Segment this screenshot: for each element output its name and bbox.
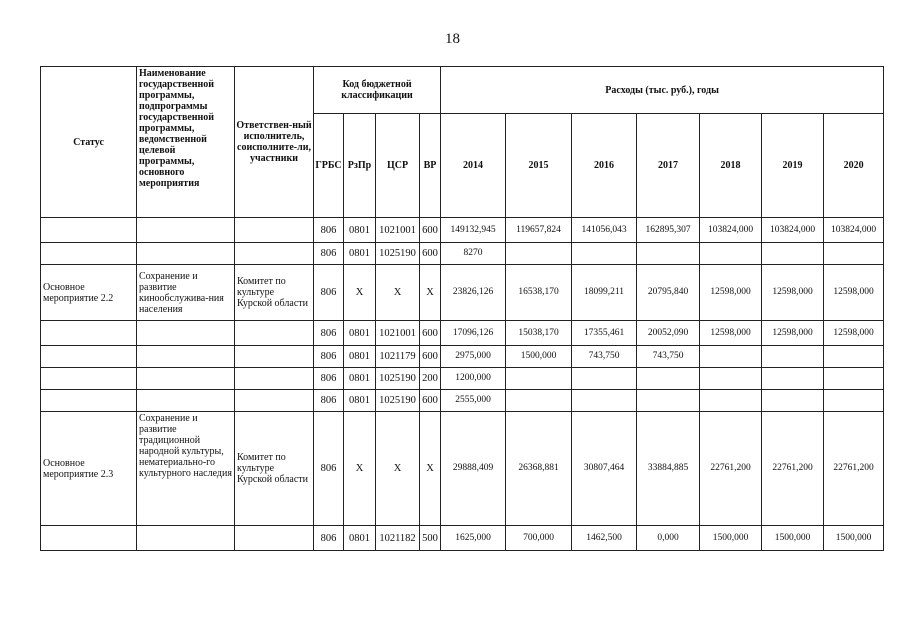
expense-value-cell: 103824,000	[824, 218, 884, 243]
grbs-cell: 806	[314, 265, 344, 321]
expense-value-cell: 141056,043	[572, 218, 637, 243]
header-vr: ВР	[420, 114, 441, 218]
vr-cell: 200	[420, 368, 441, 390]
expense-value-cell: 23826,126	[441, 265, 506, 321]
expense-value-cell: 20795,840	[637, 265, 700, 321]
expense-value-cell: 29888,409	[441, 412, 506, 526]
expense-value-cell	[506, 368, 572, 390]
status-cell: Основное мероприятие 2.3	[41, 412, 137, 526]
expense-value-cell: 12598,000	[762, 321, 824, 346]
header-grbs: ГРБС	[314, 114, 344, 218]
expense-value-cell: 8270	[441, 243, 506, 265]
header-year: 2017	[637, 114, 700, 218]
vr-cell: X	[420, 265, 441, 321]
expense-value-cell	[637, 368, 700, 390]
expense-value-cell: 15038,170	[506, 321, 572, 346]
expense-value-cell: 1500,000	[824, 526, 884, 551]
expense-value-cell: 12598,000	[824, 265, 884, 321]
status-cell	[41, 218, 137, 243]
rzpr-cell: X	[344, 412, 376, 526]
header-year: 2015	[506, 114, 572, 218]
expense-value-cell	[637, 390, 700, 412]
expense-value-cell: 2975,000	[441, 346, 506, 368]
csr-cell: 1021179	[376, 346, 420, 368]
grbs-cell: 806	[314, 526, 344, 551]
rzpr-cell: 0801	[344, 526, 376, 551]
executor-cell	[235, 243, 314, 265]
expense-value-cell: 149132,945	[441, 218, 506, 243]
expense-value-cell: 12598,000	[762, 265, 824, 321]
status-cell	[41, 346, 137, 368]
grbs-cell: 806	[314, 218, 344, 243]
executor-cell: Комитет по культуре Курской области	[235, 265, 314, 321]
grbs-cell: 806	[314, 390, 344, 412]
csr-cell: 1021001	[376, 321, 420, 346]
expense-value-cell	[506, 390, 572, 412]
expense-value-cell: 1625,000	[441, 526, 506, 551]
executor-cell	[235, 218, 314, 243]
expense-value-cell: 20052,090	[637, 321, 700, 346]
csr-cell: 1021001	[376, 218, 420, 243]
expense-value-cell	[572, 368, 637, 390]
name-cell	[137, 368, 235, 390]
expense-value-cell: 22761,200	[700, 412, 762, 526]
header-year: 2014	[441, 114, 506, 218]
expense-value-cell	[762, 390, 824, 412]
executor-cell	[235, 368, 314, 390]
header-year: 2018	[700, 114, 762, 218]
executor-cell	[235, 346, 314, 368]
expense-value-cell: 1462,500	[572, 526, 637, 551]
expense-value-cell	[637, 243, 700, 265]
table-row	[41, 390, 884, 412]
vr-cell: 500	[420, 526, 441, 551]
header-row-top	[41, 67, 884, 114]
status-cell	[41, 390, 137, 412]
name-cell	[137, 321, 235, 346]
status-cell	[41, 368, 137, 390]
expense-value-cell: 17355,461	[572, 321, 637, 346]
grbs-cell: 806	[314, 243, 344, 265]
vr-cell: 600	[420, 390, 441, 412]
expense-value-cell	[824, 390, 884, 412]
table-row	[41, 412, 884, 526]
expense-value-cell: 1500,000	[762, 526, 824, 551]
expense-value-cell: 12598,000	[700, 265, 762, 321]
table-row	[41, 243, 884, 265]
status-cell	[41, 321, 137, 346]
header-year: 2016	[572, 114, 637, 218]
csr-cell: 1025190	[376, 243, 420, 265]
expense-value-cell: 743,750	[637, 346, 700, 368]
rzpr-cell: 0801	[344, 243, 376, 265]
table-row	[41, 346, 884, 368]
vr-cell: 600	[420, 321, 441, 346]
expense-value-cell	[700, 368, 762, 390]
expense-value-cell	[824, 243, 884, 265]
name-cell	[137, 390, 235, 412]
vr-cell: 600	[420, 346, 441, 368]
expense-value-cell	[506, 243, 572, 265]
table-row	[41, 218, 884, 243]
expense-value-cell: 162895,307	[637, 218, 700, 243]
header-status: Статус	[41, 67, 137, 218]
expense-value-cell: 30807,464	[572, 412, 637, 526]
expense-value-cell	[824, 368, 884, 390]
rzpr-cell: 0801	[344, 346, 376, 368]
name-cell	[137, 218, 235, 243]
grbs-cell: 806	[314, 346, 344, 368]
header-year: 2020	[824, 114, 884, 218]
header-expenses: Расходы (тыс. руб.), годы	[441, 67, 884, 114]
vr-cell: 600	[420, 243, 441, 265]
budget-table	[40, 66, 884, 551]
name-cell	[137, 526, 235, 551]
expense-value-cell: 1200,000	[441, 368, 506, 390]
expense-value-cell	[762, 346, 824, 368]
expense-value-cell	[700, 346, 762, 368]
executor-cell	[235, 526, 314, 551]
vr-cell: X	[420, 412, 441, 526]
expense-value-cell	[700, 390, 762, 412]
expense-value-cell: 103824,000	[700, 218, 762, 243]
header-rzpr: РзПр	[344, 114, 376, 218]
name-cell: Сохранение и развитие кинообслужива-ния населения	[137, 265, 235, 321]
expense-value-cell: 16538,170	[506, 265, 572, 321]
name-cell: Сохранение и развитие традиционной народной культуры, нематериально-го культурного наследия	[137, 412, 235, 526]
expense-value-cell: 103824,000	[762, 218, 824, 243]
table-row	[41, 321, 884, 346]
expense-value-cell: 22761,200	[824, 412, 884, 526]
table-row	[41, 526, 884, 551]
name-cell	[137, 243, 235, 265]
executor-cell	[235, 390, 314, 412]
expense-value-cell	[700, 243, 762, 265]
rzpr-cell: 0801	[344, 218, 376, 243]
header-year: 2019	[762, 114, 824, 218]
grbs-cell: 806	[314, 321, 344, 346]
csr-cell: 1025190	[376, 390, 420, 412]
csr-cell: 1025190	[376, 368, 420, 390]
executor-cell: Комитет по культуре Курской области	[235, 412, 314, 526]
expense-value-cell: 12598,000	[824, 321, 884, 346]
expense-value-cell	[762, 368, 824, 390]
header-program-name: Наименование государственной программы, подпрограммы государственной программы, ведомственной целевой программы, основного мероприятия	[137, 67, 235, 218]
expense-value-cell	[824, 346, 884, 368]
expense-value-cell	[762, 243, 824, 265]
table-row	[41, 265, 884, 321]
expense-value-cell: 1500,000	[506, 346, 572, 368]
expense-value-cell	[572, 243, 637, 265]
expense-value-cell: 2555,000	[441, 390, 506, 412]
rzpr-cell: 0801	[344, 390, 376, 412]
expense-value-cell: 0,000	[637, 526, 700, 551]
expense-value-cell: 22761,200	[762, 412, 824, 526]
csr-cell: 1021182	[376, 526, 420, 551]
expense-value-cell: 743,750	[572, 346, 637, 368]
rzpr-cell: X	[344, 265, 376, 321]
vr-cell: 600	[420, 218, 441, 243]
executor-cell	[235, 321, 314, 346]
csr-cell: X	[376, 412, 420, 526]
status-cell	[41, 243, 137, 265]
page-number: 18	[445, 31, 460, 47]
rzpr-cell: 0801	[344, 321, 376, 346]
expense-value-cell: 17096,126	[441, 321, 506, 346]
expense-value-cell: 700,000	[506, 526, 572, 551]
expense-value-cell: 1500,000	[700, 526, 762, 551]
expense-value-cell: 26368,881	[506, 412, 572, 526]
expense-value-cell	[572, 390, 637, 412]
expense-value-cell: 33884,885	[637, 412, 700, 526]
rzpr-cell: 0801	[344, 368, 376, 390]
header-csr: ЦСР	[376, 114, 420, 218]
header-budget-code: Код бюджетной классификации	[314, 67, 441, 114]
grbs-cell: 806	[314, 368, 344, 390]
grbs-cell: 806	[314, 412, 344, 526]
name-cell	[137, 346, 235, 368]
table-row	[41, 368, 884, 390]
expense-value-cell: 12598,000	[700, 321, 762, 346]
expense-value-cell: 18099,211	[572, 265, 637, 321]
csr-cell: X	[376, 265, 420, 321]
expense-value-cell: 119657,824	[506, 218, 572, 243]
header-executor: Ответствен-ный исполнитель, соисполните-ли, участники	[235, 67, 314, 218]
status-cell: Основное мероприятие 2.2	[41, 265, 137, 321]
status-cell	[41, 526, 137, 551]
